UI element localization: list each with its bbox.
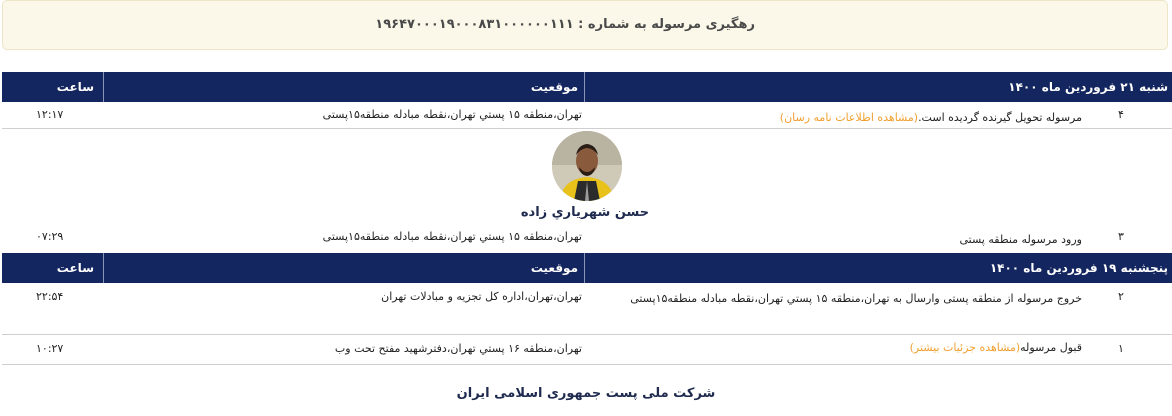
event-location: تهران،منطقه ۱۶ پستي تهران،دفترشهید مفتح تحت وب <box>334 342 582 355</box>
event-number: ۴ <box>1118 108 1124 121</box>
group-header-1 <box>2 72 1172 102</box>
event-time: ۰۷:۲۹ <box>36 230 64 243</box>
view-courier-info-link[interactable]: (مشاهده اطلاعات نامه رسان) <box>779 111 919 124</box>
event-time: ۱۲:۱۷ <box>36 108 64 121</box>
courier-photo <box>552 131 622 201</box>
event-number: ۱ <box>1118 342 1124 355</box>
event-description <box>592 108 1082 128</box>
event-time: ۲۲:۵۴ <box>36 290 64 303</box>
tracking-title: رهگیری مرسوله به شماره : ۱۹۶۴۷۰۰۰۱۹۰۰۰۸۳۱۰۰۰۰۰۰۱۱۱ <box>375 17 755 32</box>
event-description <box>592 338 1082 358</box>
event-status-text: مرسوله تحویل گیرنده گردیده است. <box>918 111 1082 124</box>
courier-name: حسن شهرياري زاده <box>520 205 650 220</box>
group-date: پنجشنبه ۱۹ فروردین ماه ۱۴۰۰ <box>989 261 1168 275</box>
event-number: ۲ <box>1118 290 1124 303</box>
time-column-header: ساعت <box>56 80 94 94</box>
courier-avatar <box>552 131 622 201</box>
event-location: تهران،منطقه ۱۵ پستي تهران،نقطه مبادله منطقه۱۵پستی <box>322 108 582 121</box>
event-description: ورود مرسوله منطقه پستی <box>959 233 1082 246</box>
row-divider <box>2 128 1172 129</box>
view-more-details-link[interactable]: (مشاهده جزئیات بیشتر) <box>909 341 1021 354</box>
event-location: تهران،تهران،اداره کل تجزیه و مبادلات تهران <box>381 290 582 303</box>
event-status-text: قبول مرسوله <box>1020 341 1082 354</box>
location-column-header: موقعیت <box>103 72 585 102</box>
footer-company-name: شرکت ملی پست جمهوری اسلامی ایران <box>456 386 716 401</box>
group-date: شنبه ۲۱ فروردین ماه ۱۴۰۰ <box>1008 80 1168 94</box>
row-divider <box>2 334 1172 335</box>
group-header-2 <box>2 253 1172 283</box>
event-time: ۱۰:۲۷ <box>36 342 64 355</box>
event-description: خروج مرسوله از منطقه پستی وارسال به تهران،منطقه ۱۵ پستي تهران،نقطه مبادله منطقه۱۵پستی <box>630 292 1082 305</box>
time-column-header: ساعت <box>56 261 94 275</box>
event-location: تهران،منطقه ۱۵ پستي تهران،نقطه مبادله منطقه۱۵پستی <box>322 230 582 243</box>
row-divider <box>2 364 1172 365</box>
event-number: ۳ <box>1118 230 1124 243</box>
tracking-title-bar <box>2 0 1168 50</box>
location-column-header: موقعیت <box>103 253 585 283</box>
